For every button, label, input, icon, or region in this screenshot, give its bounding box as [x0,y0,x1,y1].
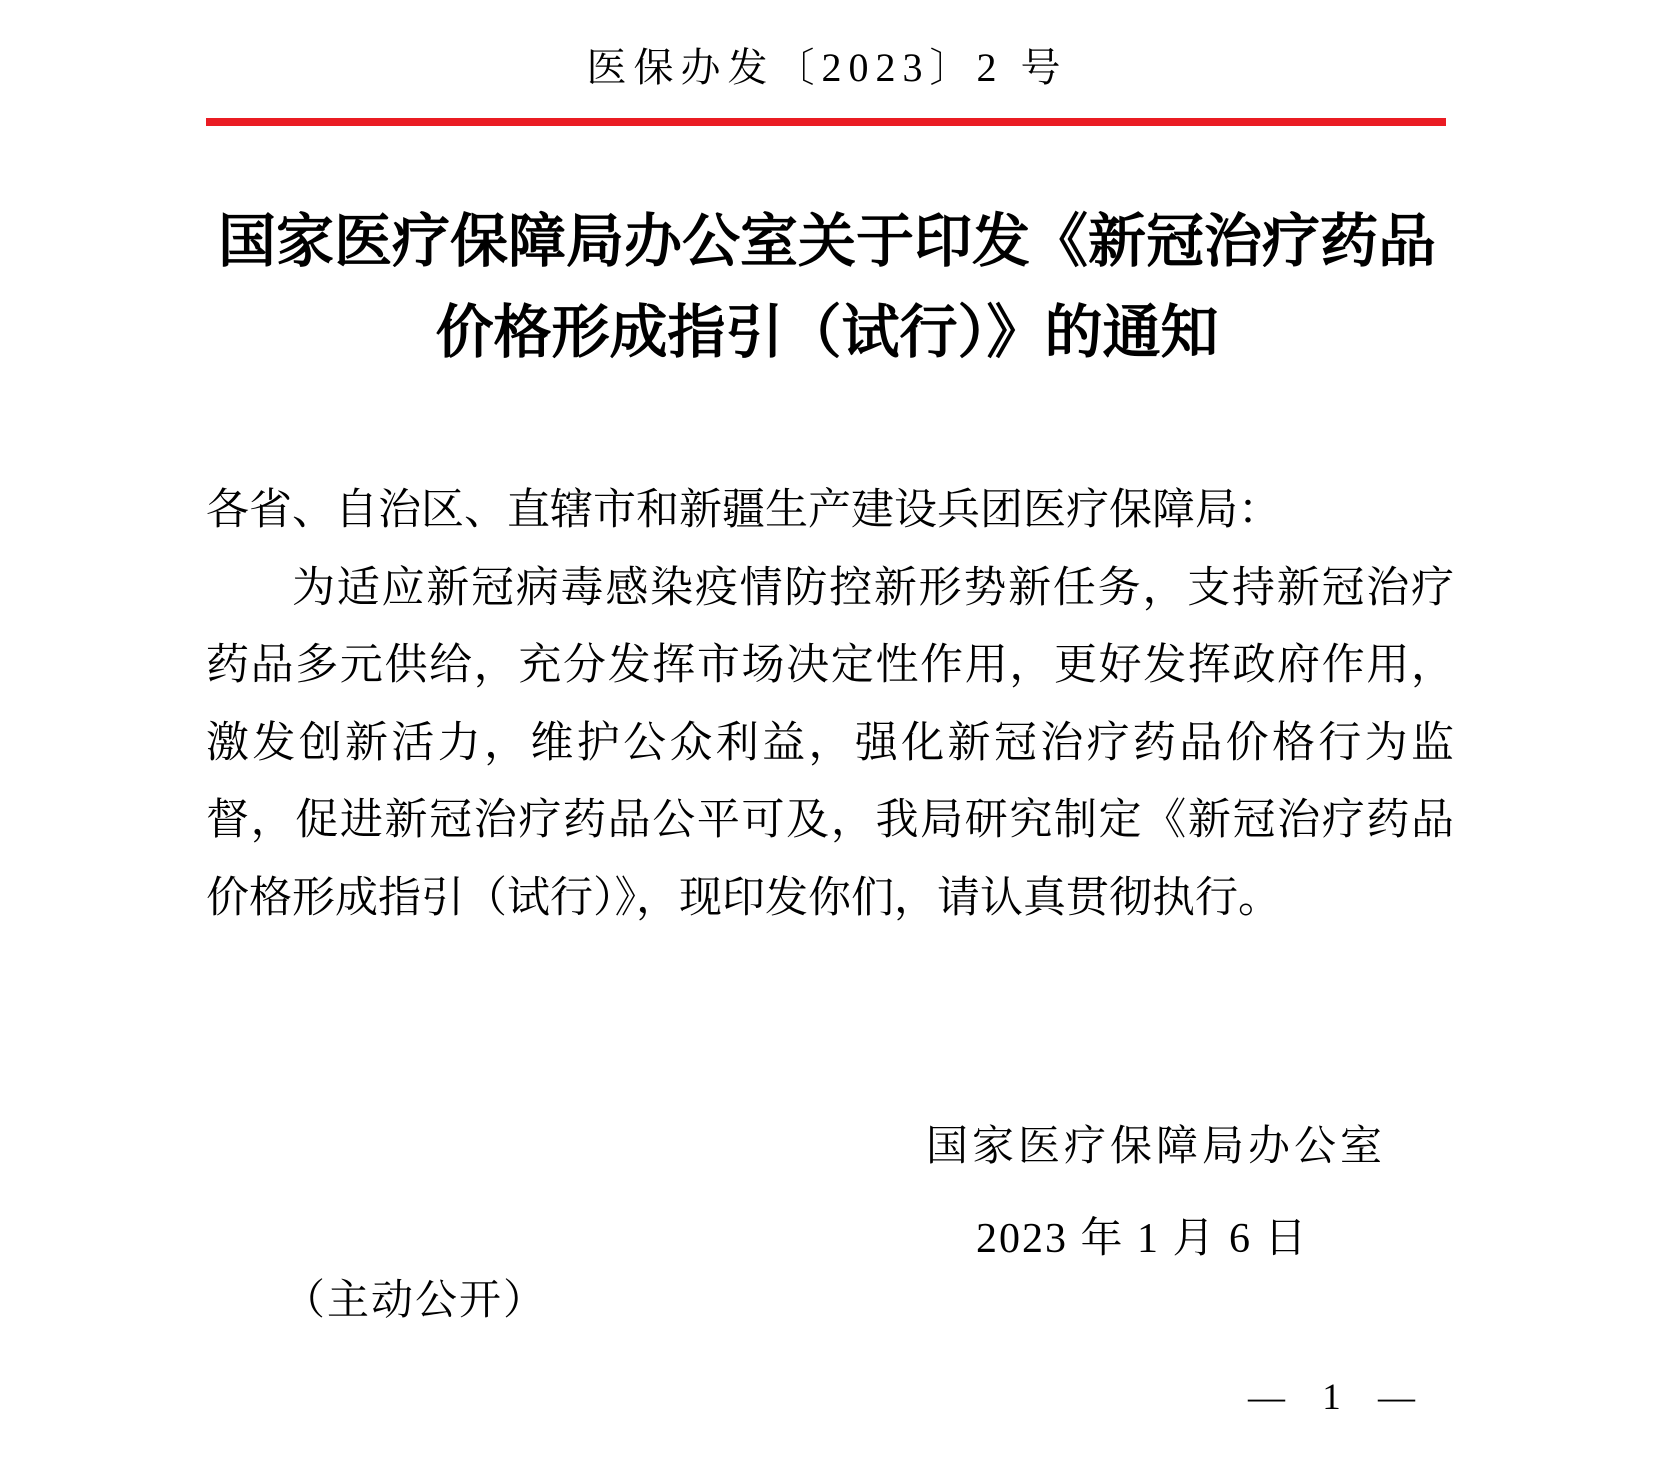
disclosure-note: （主动公开） [283,1278,548,1324]
document-title [0,196,1654,378]
doc-number: 医保办发〔2023〕2 号 [586,45,1068,90]
red-divider-line [206,118,1446,126]
title-line-2: 价格形成指引（试行）》的通知 [435,300,1219,365]
paragraph-line-2: 药品多元供给，充分发挥市场决定性作用，更好发挥政府作用， [206,642,1454,689]
paragraph-line-3: 激发创新活力，维护公众利益，强化新冠治疗药品价格行为监 [206,719,1454,767]
signature-office: 国家医疗保障局办公室 [926,1124,1387,1170]
paragraph-line-5: 价格形成指引（试行）》，现印发你们，请认真贯彻执行。 [206,874,1281,922]
signature-date: 2023 年 1 月 6 日 [976,1216,1309,1262]
salutation: 各省、自治区、直辖市和新疆生产建设兵团医疗保障局： [206,487,1281,534]
paragraph-line-4: 督，促进新冠治疗药品公平可及，我局研究制定《新冠治疗药品 [206,797,1454,844]
document-body [206,472,1454,937]
paragraph-line-1: 为适应新冠病毒感染疫情防控新形势新任务，支持新冠治疗 [292,564,1454,612]
page-number: — 1 — [1248,1377,1420,1418]
title-line-1: 国家医疗保障局办公室关于印发《新冠治疗药品 [217,209,1436,274]
